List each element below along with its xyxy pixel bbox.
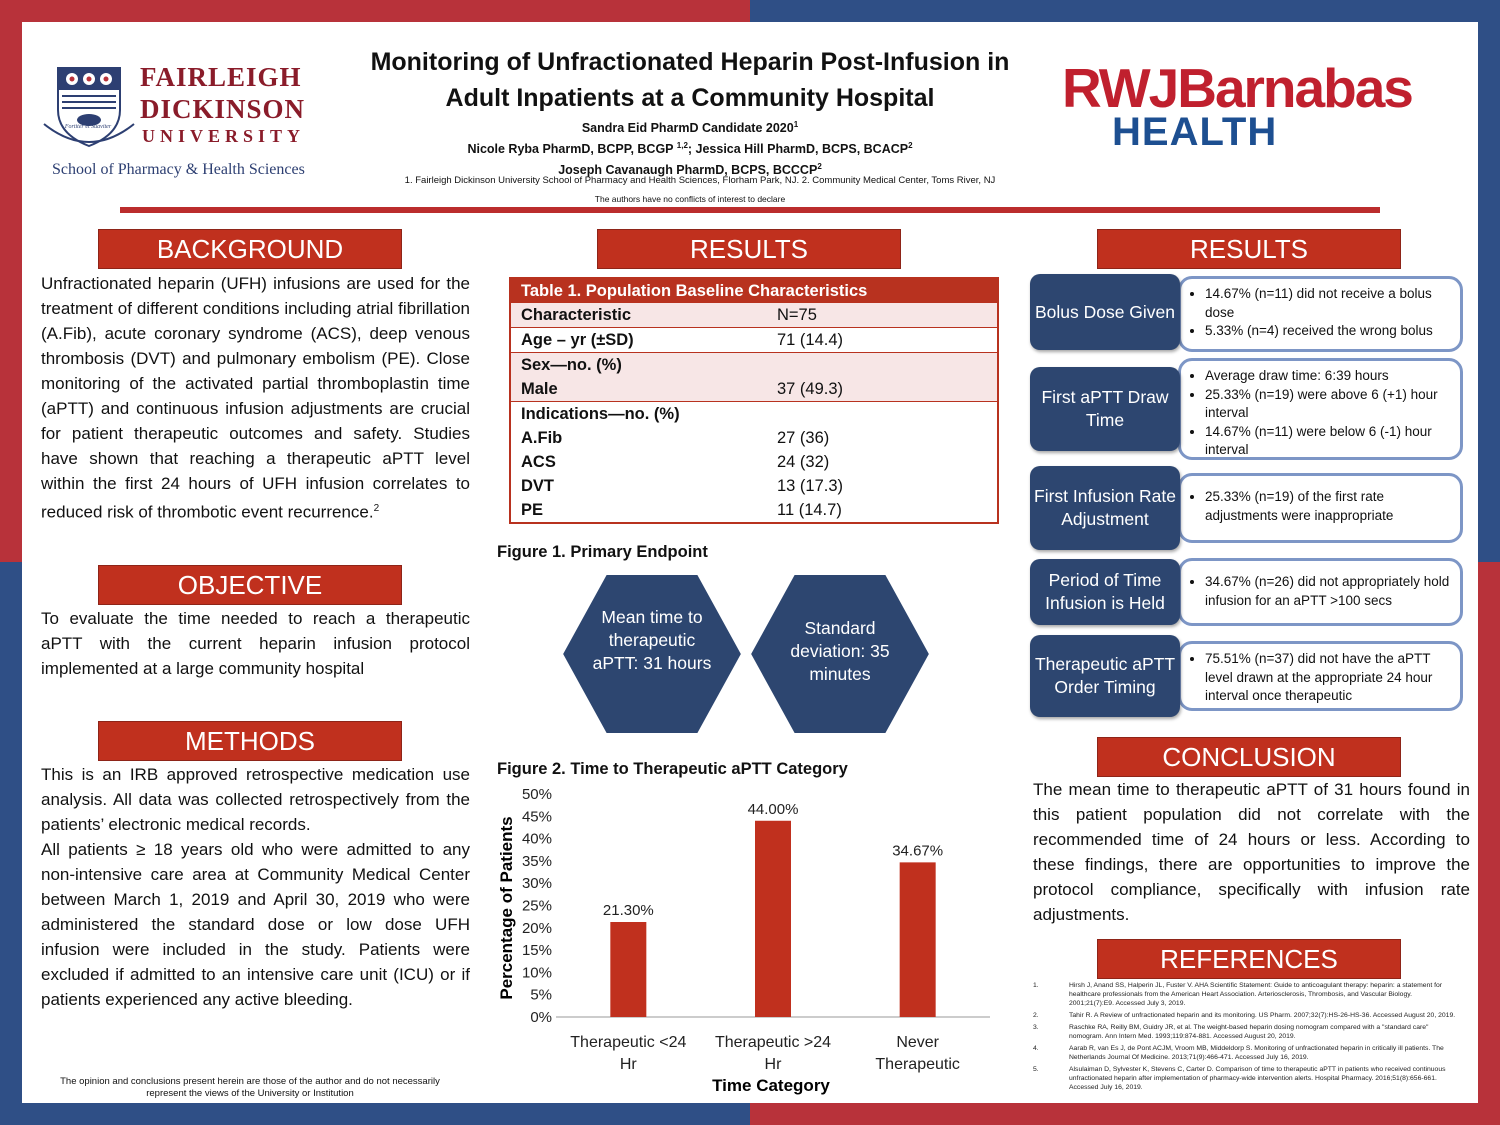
y-tick-label: 25%	[521, 897, 552, 915]
fdu-name-line3: UNIVERSITY	[142, 126, 306, 146]
methods-heading: METHODS	[98, 721, 402, 761]
row-label: ACS	[521, 452, 556, 471]
table-row	[510, 402, 998, 427]
table-row	[510, 303, 998, 328]
reference-item: 3. Raschke RA, Reilly BM, Guidry JR, et al. The weight-based heparin dosing nomogram compared with a "standard care" nomogram. Ann Intern Med. 1993;119:874-881. Accessed August 20, 2019.	[1033, 1024, 1429, 1040]
y-tick-label: 35%	[521, 852, 552, 870]
table-row	[510, 498, 998, 523]
rwj-logo	[1062, 57, 1452, 162]
author-line-1: Sandra Eid PharmD Candidate 2020$^1$	[581, 120, 799, 136]
methods-paragraph-2: All patients ≥ 18 years old who were admitted to any non-intensive care area at Community Medical Center between March 1, 2019 and April 30, 2019 who were administered the standard dose or low dose UFH infusion were included in the study. Patients were excluded if admitted to an intensive care unit (ICU) or if patients experienced any active bleeding.	[41, 840, 470, 1009]
x-tick-label: Therapeutic >24	[714, 1034, 832, 1051]
author-line-3: Joseph Cavanaugh PharmD, BCPS, BCCCP$^2$	[558, 162, 822, 178]
info-box-first-aptt	[1178, 358, 1463, 460]
table-row	[510, 353, 998, 378]
reference-item: 1. Hirsh J, Anand SS, Halperin JL, Fuster V. AHA Scientific Statement: Guide to anticoagulant therapy: heparin: a statement for healthcare professionals from the American Heart Association. Arteriosclerosis, Thrombosis, and Vascular Biology. 2001;21(7):E9. Accessed July 3, 2019.	[1033, 982, 1443, 1007]
y-tick-label: 20%	[521, 919, 552, 937]
methods-text	[41, 762, 470, 1012]
bar-data-label: 34.67%	[892, 842, 944, 860]
conclusion-text: The mean time to therapeutic aPTT of 31 hours found in this patient population did not correlate with the recommended time of 24 hours or less. According to these findings, there are opportunities to improve the protocol compliance, specifically with infusion rate adjustments.	[1033, 780, 1470, 924]
references-list	[1033, 981, 1458, 1095]
table-row	[510, 328, 998, 353]
affiliations: 1. Fairleigh Dickinson University School of Pharmacy and Health Sciences, Florham Park, NJ. 2. Community Medical Center, Toms River, NJ	[404, 175, 996, 186]
reference-item: 2. Tahir R. A Review of unfractionated heparin and its monitoring. US Pharm. 2007;32(7):HS-26-HS-36. Accessed August 20, 2019.	[1033, 1012, 1456, 1019]
x-tick-label: Therapeutic	[875, 1056, 960, 1073]
box-therapeutic-order-timing: Therapeutic aPTT Order Timing	[1030, 635, 1180, 717]
bullet: • 14.67% (n=11) did not receive a bolus dose	[1205, 285, 1452, 322]
fdu-motto: Fortiter et Suaviter	[64, 124, 112, 130]
results-right-heading: RESULTS	[1097, 229, 1401, 269]
title-line-2: Adult Inpatients at a Community Hospital	[445, 84, 935, 112]
y-tick-label: 15%	[521, 942, 552, 960]
header-divider	[120, 207, 1380, 213]
bar	[610, 922, 646, 1017]
bar	[755, 821, 791, 1017]
y-tick-label: 30%	[521, 875, 552, 893]
bullet: • 25.33% (n=19) of the first rate adjustments were inappropriate	[1205, 488, 1452, 525]
row-label: Age – yr (±SD)	[510, 328, 767, 353]
table-row	[510, 426, 998, 450]
background-heading: BACKGROUND	[98, 229, 402, 269]
rwj-logo-line1: RWJBarnabas	[1062, 57, 1412, 119]
row-value: 71 (14.4)	[767, 328, 998, 353]
fdu-name-line1: FAIRLEIGH	[140, 62, 302, 92]
y-tick-label: 50%	[521, 786, 552, 803]
bullet: • 75.51% (n=37) did not have the aPTT level drawn at the appropriate 24 hour interval once therapeutic	[1205, 650, 1452, 706]
row-value: 11 (14.7)	[777, 500, 842, 519]
row-value	[767, 353, 998, 378]
hexagon-mean-time	[560, 572, 744, 736]
hexagon-sd-text: Standard deviation: 35 minutes	[790, 618, 890, 684]
bar-data-label: 21.30%	[602, 902, 654, 920]
row-value: N=75	[767, 303, 998, 328]
hexagon-mean-text: Mean time to therapeutic aPTT: 31 hours	[592, 607, 712, 673]
info-box-bolus	[1178, 276, 1463, 352]
author-line-2: Nicole Ryba PharmD, BCPP, BCGP $^{1,2}$; Jessica Hill PharmD, BCPS, BCACP$^2$	[467, 141, 913, 157]
y-tick-label: 5%	[530, 986, 552, 1004]
x-tick-label: Hr	[619, 1056, 637, 1073]
y-tick-label: 0%	[530, 1009, 552, 1026]
row-label: Sex—no. (%)	[510, 353, 767, 378]
y-tick-label: 45%	[521, 808, 552, 826]
row-value: 24 (32)	[777, 452, 830, 471]
info-box-period-held	[1178, 558, 1463, 626]
box-first-infusion-rate: First Infusion Rate Adjustment	[1030, 466, 1180, 550]
poster-title	[340, 44, 1040, 116]
objective-heading: OBJECTIVE	[98, 565, 402, 605]
y-tick-label: 40%	[521, 830, 552, 848]
table-row	[510, 474, 998, 498]
info-box-order-timing	[1178, 641, 1463, 711]
x-axis-title: Time Category	[712, 1076, 830, 1095]
bullet: • Average draw time: 6:39 hours	[1205, 367, 1452, 386]
row-label: Characteristic	[510, 303, 767, 328]
x-tick-label: Never	[896, 1034, 940, 1051]
row-label: PE	[521, 500, 544, 519]
hexagon-standard-deviation	[748, 572, 932, 736]
table-title: Table 1. Population Baseline Characteristics	[510, 278, 998, 303]
bar-chart	[490, 783, 1010, 1103]
row-label: A.Fib	[521, 428, 563, 447]
disclaimer: The opinion and conclusions present herein are those of the author and do not necessarily represent the views of the University or Institution	[60, 1076, 440, 1099]
bar-data-label: 44.00%	[747, 800, 799, 818]
fdu-crest-icon	[40, 62, 138, 152]
bullet: • 34.67% (n=26) did not appropriately hold infusion for an aPTT >100 secs	[1205, 573, 1452, 610]
bullet: • 25.33% (n=19) were above 6 (+1) hour interval	[1205, 386, 1452, 423]
conflict-statement: The authors have no conflicts of interest to declare	[594, 194, 786, 204]
results-center-heading: RESULTS	[597, 229, 901, 269]
box-period-infusion-held: Period of Time Infusion is Held	[1030, 559, 1180, 625]
fdu-name-line2: DICKINSON	[140, 94, 306, 124]
x-tick-label: Therapeutic <24	[570, 1034, 687, 1051]
conclusion-heading: CONCLUSION	[1097, 737, 1401, 777]
baseline-table	[509, 277, 999, 524]
table-row	[510, 377, 998, 402]
authors	[340, 116, 1040, 179]
box-bolus-dose: Bolus Dose Given	[1030, 274, 1180, 350]
figure1-label: Figure 1. Primary Endpoint	[497, 543, 708, 561]
x-tick-label: Hr	[764, 1056, 782, 1073]
fdu-logo	[38, 62, 328, 188]
figure2-label: Figure 2. Time to Therapeutic aPTT Category	[497, 760, 848, 778]
row-label: DVT	[521, 476, 554, 495]
title-line-1: Monitoring of Unfractionated Heparin Post-Infusion in	[370, 48, 1010, 76]
row-value: 13 (17.3)	[777, 476, 844, 495]
box-first-aptt-draw-time: First aPTT Draw Time	[1030, 367, 1180, 451]
bullet: • 5.33% (n=4) received the wrong bolus	[1205, 322, 1452, 341]
y-axis-title: Percentage of Patients	[497, 816, 516, 1000]
row-value: 27 (36)	[777, 428, 830, 447]
table-title-row	[510, 278, 998, 303]
bullet: • 14.67% (n=11) were below 6 (-1) hour interval	[1205, 423, 1452, 460]
row-label: Indications—no. (%)	[510, 402, 767, 427]
bar	[900, 862, 936, 1017]
reference-item: 4. Aarab R, van Es J, de Pont ACJM, Vroom MB, Middeldorp S. Monitoring of unfractionated heparin in critically ill patients. The Netherlands Journal Of Medicine. 2013;71(9):466-471. Accessed July 16, 2019.	[1033, 1045, 1444, 1061]
background-text: Unfractionated heparin (UFH) infusions are used for the treatment of different conditions including atrial fibrillation (A.Fib), acute coronary syndrome (ACS), deep venous thrombosis (DVT) and pulmonary embolism (PE). Close monitoring of the activated partial thromboplastin time (aPTT) and continuous infusion adjustments are crucial for patient therapeutic outcomes and safety. Studies have shown that reaching a therapeutic aPTT level within the first 24 hours of UFH infusion correlates to reduced risk of thrombotic event recurrence.$^2$	[41, 274, 470, 522]
row-value	[767, 402, 998, 427]
table-row	[510, 450, 998, 474]
rwj-logo-line2: HEALTH	[1112, 110, 1278, 154]
info-box-first-infusion	[1178, 473, 1463, 543]
objective-text: To evaluate the time needed to reach a therapeutic aPTT with the current heparin infusion protocol implemented at a large community hospital	[41, 609, 470, 678]
y-tick-label: 10%	[521, 964, 552, 982]
row-value: 37 (49.3)	[767, 377, 998, 402]
reference-item: 5. Alsulaiman D, Sylvester K, Stevens C, Carter D. Comparison of time to therapeutic aPTT in patients who received continuous unfractionated heparin after implementation of pharmacy-wide intervention alerts. Hospital Pharmacy. 2016;51(8):656-661. Accessed July 16, 2019.	[1033, 1066, 1446, 1091]
row-label: Male	[510, 377, 767, 402]
methods-paragraph-1: This is an IRB approved retrospective medication use analysis. All data was collected retrospectively from the patients’ electronic medical records.	[41, 765, 470, 834]
fdu-school: School of Pharmacy & Health Sciences	[52, 161, 305, 178]
references-heading: REFERENCES	[1097, 939, 1401, 979]
